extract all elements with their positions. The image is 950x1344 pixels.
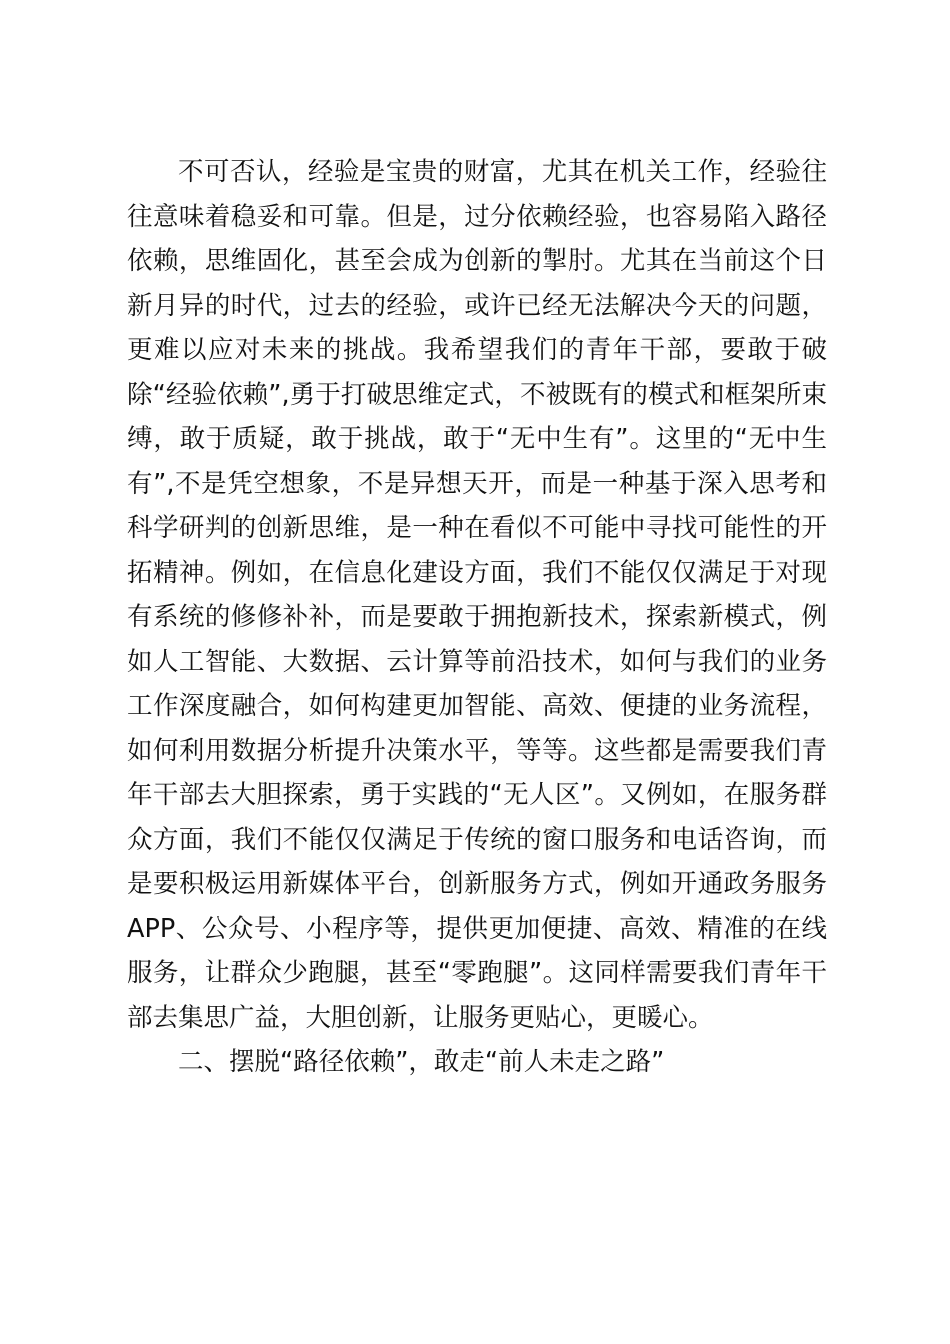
paragraph-line: 拓精神。例如，在信息化建设方面，我们不能仅仅满足于对现 xyxy=(127,557,827,588)
paragraph-line: 缚，敢于质疑，敢于挑战，敢于“无中生有”。这里的“无中生 xyxy=(127,424,827,454)
body-paragraph xyxy=(127,150,827,1040)
paragraph-line: 年干部去大胆探索，勇于实践的“无人区”。又例如，在服务群 xyxy=(127,780,827,810)
paragraph-line: APP、公众号、小程序等，提供更加便捷、高效、精准的在线 xyxy=(127,913,827,944)
paragraph-line: 部去集思广益，大胆创新，让服务更贴心，更暖心。 xyxy=(127,1002,714,1033)
document-body xyxy=(127,150,827,1085)
paragraph-line: 如何利用数据分析提升决策水平，等等。这些都是需要我们青 xyxy=(127,735,827,766)
paragraph-line: 如人工智能、大数据、云计算等前沿技术，如何与我们的业务 xyxy=(127,646,827,677)
paragraph-line: 有”,不是凭空想象，不是异想天开，而是一种基于深入思考和 xyxy=(127,468,827,499)
paragraph-line: 工作深度融合，如何构建更加智能、高效、便捷的业务流程， xyxy=(127,691,827,721)
paragraph-line: 依赖，思维固化，甚至会成为创新的掣肘。尤其在当前这个日 xyxy=(127,246,827,276)
paragraph-line: 新月异的时代，过去的经验，或许已经无法解决今天的问题， xyxy=(127,290,827,321)
paragraph-line: 众方面，我们不能仅仅满足于传统的窗口服务和电话咨询，而 xyxy=(127,824,827,855)
paragraph-line: 有系统的修修补补，而是要敢于拥抱新技术，探索新模式，例 xyxy=(127,602,827,632)
paragraph-line: 是要积极运用新媒体平台，创新服务方式，例如开通政务服务 xyxy=(127,869,827,899)
section-heading xyxy=(127,1040,827,1085)
section-heading-text: 二、摆脱“路径依赖”，敢走“前人未走之路” xyxy=(178,1047,665,1077)
paragraph-line: 不可否认，经验是宝贵的财富，尤其在机关工作，经验往 xyxy=(178,157,827,187)
paragraph-line: 服务，让群众少跑腿，甚至“零跑腿”。这同样需要我们青年干 xyxy=(127,958,827,988)
paragraph-line: 科学研判的创新思维，是一种在看似不可能中寻找可能性的开 xyxy=(127,513,827,543)
paragraph-line: 往意味着稳妥和可靠。但是，过分依赖经验，也容易陷入路径 xyxy=(127,201,827,232)
paragraph-line: 更难以应对未来的挑战。我希望我们的青年干部，要敢于破 xyxy=(127,335,827,365)
paragraph-line: 除“经验依赖”,勇于打破思维定式，不被既有的模式和框架所束 xyxy=(127,379,827,410)
